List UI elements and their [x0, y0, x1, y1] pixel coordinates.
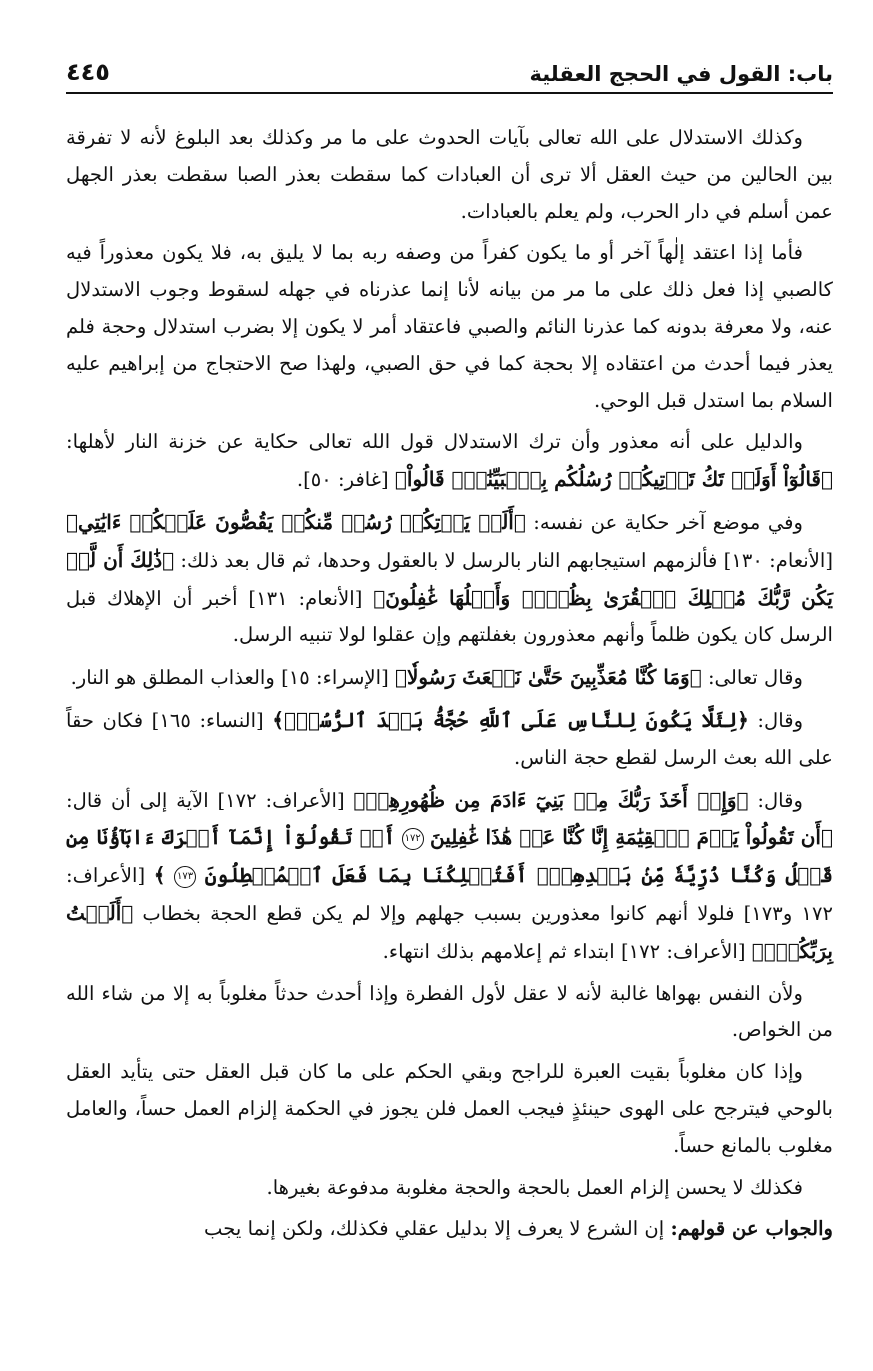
paragraph-11	[66, 1211, 833, 1248]
text: الآية إلى أن قال:	[66, 788, 209, 812]
text: إن الشرع لا يعرف إلا بدليل عقلي فكذلك، ولكن إنما يجب	[204, 1217, 665, 1241]
paragraph-2: فأما إذا اعتقد إلٰهاً آخر أو ما يكون كفراً من وصفه ربه بما لا يليق به، فلا يكون معذوراً فيه كالصبي إذا فعل ذلك على ما مر من بيانه لأنا إنما عذرناه في جهله لسقوط وجوب الاستدلال عنه، ولا معرفة بدونه كما عذرنا النائم والصبي فاعتقاد أمر لا يكون إلا بضرب استدلال وحجة فلم يعذر فيما أحدث من اعتقاده إلا بحجة كما في حق الصبي، ولهذا صح الاحتجاج من إبراهيم عليه السلام بما استدل قبل الوحي.	[66, 241, 833, 412]
text: وقال:	[757, 788, 803, 812]
paragraph-8: ولأن النفس بهواها غالبة لأنه لا عقل لأول الفطرة وإذا أحدث حدثاً مغلوباً به إلا من شاء الله من الخواص.	[66, 981, 833, 1042]
bold-lead: والجواب عن قولهم:	[670, 1217, 833, 1241]
page-number: ٤٤٥	[66, 58, 110, 86]
quran-reference: [الإسراء: ١٥]	[281, 666, 389, 690]
paragraph-3	[66, 424, 833, 499]
quran-reference: [الأنعام: ١٣٠]	[723, 548, 834, 572]
ayah-number-marker: ١٧٢	[402, 828, 424, 850]
text: فلولا أنهم كانوا معذورين بسبب جهلهم وإلا لم يكن قطع الحجة بخطاب	[142, 901, 735, 925]
text-body	[66, 120, 833, 1253]
text: فألزمهم استيجابهم النار بالرسل لا بالعقول وحدها، ثم قال بعد ذلك:	[180, 548, 718, 572]
chapter-title: باب: القول في الحجج العقلية	[529, 62, 833, 86]
paragraph-10: فكذلك لا يحسن إلزام العمل بالحجة والحجة مغلوبة مدفوعة بغيرها.	[266, 1175, 803, 1199]
text: ابتداء ثم إعلامهم بذلك انتهاء.	[382, 939, 615, 963]
quran-quote: ﴿أَن تَقُولُواْ يَوۡمَ ٱلۡقِيَٰمَةِ إِنَّا كُنَّا عَنۡ هَٰذَا غَٰفِلِينَ	[430, 825, 833, 850]
quran-quote: ﴿لِئَلَّا يَكُونَ لِلنَّاسِ عَلَى ٱللَّهِ حُجَّةُۢ بَعۡدَ ٱلرُّسُلِۚ﴾	[272, 707, 749, 732]
quran-quote: أَوۡ تَقُولُوٓاْ إِنَّمَآ أَشۡرَكَ ءَابَآؤُنَا مِن قَبۡلُ وَكُنَّا ذُرِّيَّةٗ مِّنۢ بَعۡدِهِمۡۖ أَفَتُهۡلِكُنَا بِمَا فَعَلَ ٱلۡمُبۡطِلُونَ	[66, 825, 834, 888]
ayah-number-marker: ١٧٣	[174, 866, 196, 888]
paragraph-9: وإذا كان مغلوباً بقيت العبرة للراجح وبقي الحكم على ما كان قبل العقل حتى يتأيد العقل بالوحي فيترجح على الهوى حينئذٍ فيجب العمل فلن يجوز في الحكمة إلزام العمل حساً، والعامل مغلوب بالمانع حساً.	[66, 1060, 833, 1157]
text: والدليل على أنه معذور وأن ترك الاستدلال قول الله تعالى حكاية عن خزنة النار لأهلها:	[66, 430, 803, 454]
paragraph-6	[66, 702, 833, 777]
text: وقال:	[757, 708, 804, 732]
quran-quote: ﴿أَلَمۡ يَأۡتِكُمۡ رُسُلٞ مِّنكُمۡ يَقُصُّونَ عَلَيۡكُمۡ ءَايَٰتِي﴾	[66, 509, 526, 534]
quran-quote: ﴿قَالُوٓاْ أَوَلَمۡ تَكُ تَأۡتِيكُمۡ رُسُلُكُم بِٱلۡبَيِّنَٰتِۖ قَالُواْ﴾	[394, 467, 833, 492]
text: وفي موضع آخر حكاية عن نفسه:	[533, 510, 803, 534]
text: أخبر أن الإهلاك قبل الرسل كان يكون ظلماً وأنهم معذورون بغفلتهم وإن عقلوا لولا تنبيه الرسل.	[66, 586, 833, 647]
paragraph-7	[66, 782, 833, 971]
text: وقال تعالى:	[707, 666, 803, 690]
quran-quote: ﴿وَإِذۡ أَخَذَ رَبُّكَ مِنۢ بَنِيٓ ءَادَمَ مِن ظُهُورِهِمۡ﴾	[353, 787, 749, 812]
quran-quote: ﴿ذَٰلِكَ أَن لَّمۡ يَكُن رَّبُّكَ مُهۡلِكَ ٱلۡقُرَىٰ بِظُلۡمٖ وَأَهۡلُهَا غَٰفِلُونَ﴾	[66, 547, 833, 610]
running-header	[66, 58, 833, 94]
quran-reference: [النساء: ١٦٥]	[151, 708, 264, 732]
quran-reference: [الأعراف: ١٧٢ و١٧٣]	[66, 864, 833, 925]
quran-reference: [غافر: ٥٠].	[296, 468, 389, 492]
paragraph-1: وكذلك الاستدلال على الله تعالى بآيات الحدوث على ما مر وكذلك بعد البلوغ لأنه لا تفرقة بين الحالين من حيث العقل ألا ترى أن العبادات كما سقطت بعذر الصبا سقطت بعذر الجهل عمن أسلم في دار الحرب، ولم يعلم بالعبادات.	[66, 126, 833, 223]
quran-reference: [الأعراف: ١٧٢]	[217, 788, 345, 812]
quran-quote: ﴿وَمَا كُنَّا مُعَذِّبِينَ حَتَّىٰ نَبۡعَثَ رَسُولٗا﴾	[395, 665, 702, 690]
quran-bracket: ﴾	[153, 863, 166, 888]
text: والعذاب المطلق هو النار.	[70, 666, 275, 690]
quran-quote: ﴿أَلَسۡتُ بِرَبِّكُمۡۖ﴾	[66, 900, 833, 963]
text: فكان حقاً على الله بعث الرسل لقطع حجة الناس.	[66, 708, 833, 769]
paragraph-4	[66, 504, 833, 654]
quran-reference: [الأعراف: ١٧٢]	[620, 939, 746, 963]
quran-reference: [الأنعام: ١٣١]	[248, 586, 363, 610]
paragraph-5	[66, 659, 833, 697]
